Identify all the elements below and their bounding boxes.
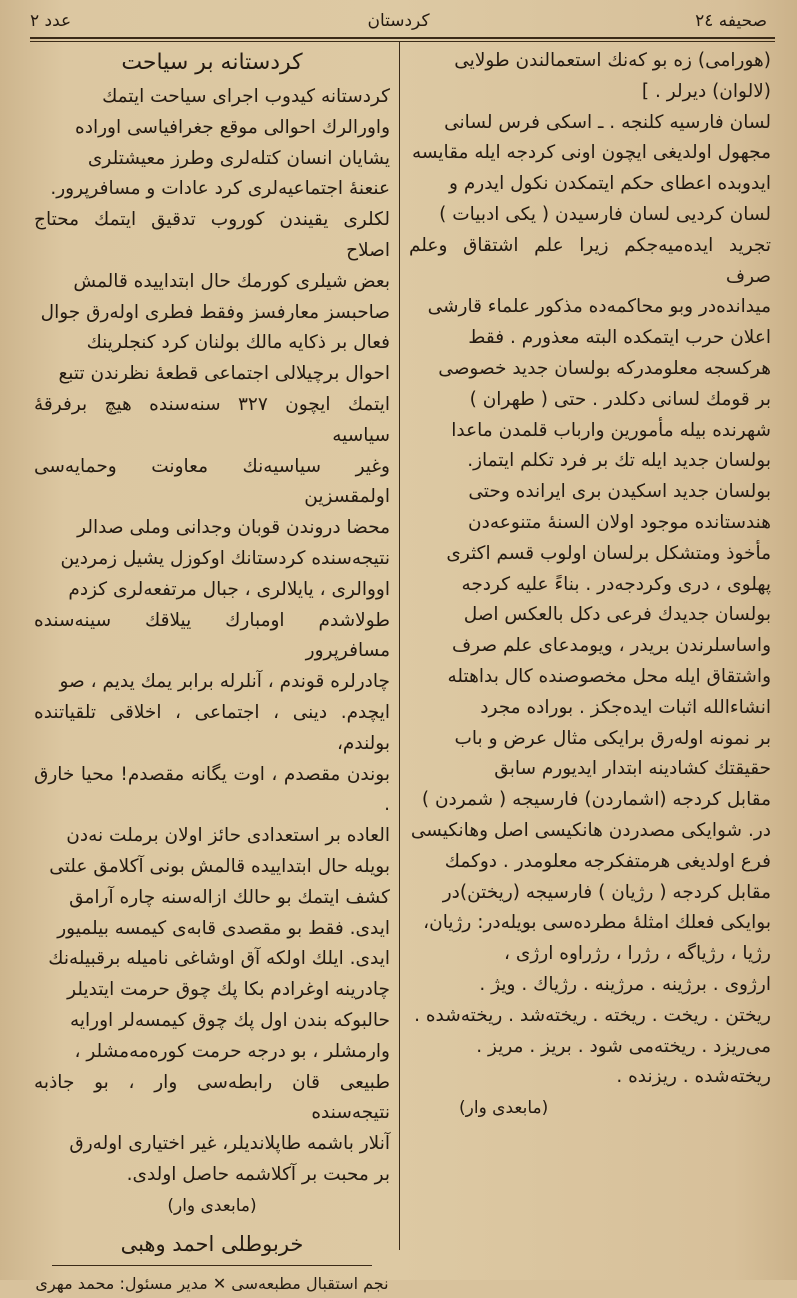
text-line: ارژوی . برژینه . مرژینه . رژیاك . ویژ . (479, 973, 771, 995)
text-line: عنعنهٔ اجتماعیه‌لری کرد عادات و مسافرپرور. (50, 178, 390, 200)
text-line: واورالرك احوالی موقع جغرافیاسی اوراده (75, 116, 390, 138)
text-line: مجهول اولدیغی ایچون اونی کردجه ایله مقایسه (411, 142, 771, 164)
text-line: وارمشلر ، بو درجه حرمت کوره‌مه‌مشلر ، (74, 1040, 390, 1062)
text-line: محضا دروندن قوبان وجدانی وملی صدالر (77, 517, 390, 539)
text-line: هرکسجه معلومدرکه بولسان جدید خصوصی (438, 357, 771, 379)
left-column (34, 46, 390, 1298)
text-line: بویله حال ابتداییده قالمش بونی آکلامق علتی (49, 855, 390, 877)
right-column-continued-note: (مابعدی وار) (459, 1098, 549, 1119)
column-divider (399, 42, 400, 1250)
text-line: بوایکی فعلك امثلهٔ مطرده‌سی بویله‌در: رژیان، (423, 912, 771, 934)
text-line: می‌ریزد . ریخته‌می شود . بریز . مریز . (476, 1035, 771, 1057)
header-rule-thin (30, 41, 775, 42)
right-column-body (409, 46, 771, 1093)
text-line: اووالری ، یایلالری ، جبال مرتفعه‌لری کزدم (68, 578, 390, 600)
text-line: مقابل کردجه (اشماردن) فارسیجه ( شمردن ) (421, 789, 771, 811)
text-line: واساسلرندن بریدر ، ویومدعای علم صرف (452, 635, 771, 657)
text-line: پهلوی ، دری وکردجه‌در . بناءً علیه کردجه (461, 573, 771, 595)
text-line: بعض شیلری کورمك حال ابتداییده قالمش (73, 270, 390, 292)
text-line: رژیا ، رژیاگه ، رژرا ، رژراوه ارژی ، (504, 943, 771, 965)
text-line: ایدی. فقط بو مقصدی قابه‌ی کیمسه بیلمیور (57, 917, 390, 939)
text-line: در. شوایکی مصدردن هانکیسی اصل وهانکیسی (410, 819, 771, 841)
text-line: بولسان جدید ایله تك بر فرد تکلم ایتماز. (467, 450, 771, 472)
text-line: کشف ایتمك بو حالك ازاله‌سنه چاره آرامق (69, 886, 390, 908)
text-line: بولسان جدیدك فرعی دکل بالعکس اصل (463, 604, 771, 626)
left-column-body (34, 82, 390, 1191)
text-line: ایتمك ایچون ۳۲۷ سنه‌سنده هیچ برفرقهٔ سیاسیه (34, 393, 390, 446)
text-line: اعلان حرب ایتمکده البته معذورم . فقط (468, 327, 771, 349)
text-line: کردستانه کیدوب اجرای سیاحت ایتمك (102, 86, 390, 107)
text-line: طبیعی قان رابطه‌سی وار ، بو جاذبه نتیجه‌سنده (34, 1071, 390, 1124)
text-line: انشاءالله اثبات ایده‌جکز . بوراده مجرد (480, 696, 771, 718)
text-line: بر نمونه اوله‌رق برایکی مثال عرض و باب (454, 727, 771, 749)
text-line: چادرلره قوندم ، آنلرله برابر یمك یدیم ، صو (59, 671, 390, 693)
text-line: لسان فارسیه کلنجه . ـ اسکی فرس لسانی (444, 111, 771, 133)
issue-number-label: عدد ۲ (30, 11, 72, 31)
printing-imprint: نجم استقبال مطبعه‌سی ✕ مدیر مسئول: محمد مهری (35, 1274, 389, 1294)
page-header (30, 6, 767, 36)
text-line: (لالوان) دیرلر . ] (641, 80, 771, 102)
text-line: طولاشدم اومبارك ییلاقك سینه‌سنده مسافرپرور (34, 609, 390, 662)
text-line: واشتقاق ایله محل مخصوصنده کال بداهتله (447, 665, 771, 687)
text-line: آنلار باشمه طاپلاندیلر، غیر اختیاری اوله‌رق (69, 1133, 390, 1155)
text-line: ایدوبده اعطای حکم ایتمکدن نکول ایدرم و (449, 173, 771, 195)
text-line: چادرینه اوغرادم بکا پك چوق حرمت ایتدیلر (67, 979, 390, 1001)
text-line: حقیقتك کشادینه ابتدار ایدیورم سابق (494, 758, 771, 780)
text-line: ایدی. ایلك اولکه آق اوشاغی نامیله برقبیله‌نك (48, 948, 390, 970)
text-line: بوندن مقصدم ، اوت یگانه مقصدم! محیا خارق . (34, 763, 390, 816)
article-title: کردستانه بر سیاحت (121, 50, 303, 75)
text-line: شهرنده بیله مأمورین وارباب قلمدن ماعدا (451, 419, 771, 441)
text-line: حالبوکه بندن اول پك چوق کیمسه‌لر اورایه (69, 1009, 390, 1031)
text-line: نتیجه‌سنده کردستانك اوکوزل یشیل زمردین (60, 547, 390, 569)
text-line: (هورامی) زه بو که‌نك استعمالندن طولایی (454, 50, 771, 71)
text-line: ریختن . ریخت . ریخته . ریخته‌شد . ریخته‌شده . (414, 1004, 771, 1026)
text-line: ریخته‌شده . ریزنده . (616, 1066, 771, 1088)
text-line: یشایان انسان کتله‌لری وطرز معیشتلری (87, 147, 390, 169)
left-column-continued-note: (مابعدی وار) (167, 1195, 257, 1216)
text-line: مقابل کردجه ( رژیان ) فارسیجه (ریختن)در (442, 881, 771, 903)
newspaper-name: کردستان (367, 11, 430, 31)
text-line: بر قومك لسانی دکلدر . حتی ( طهران ) (469, 388, 771, 410)
text-line: العاده بر استعدادی حائز اولان برملت نه‌دن (66, 825, 390, 847)
text-line: بولسان جدید اسکیدن بری ایرانده وحتی (468, 481, 771, 503)
right-column (409, 46, 771, 1124)
text-line: فعال بر ذکایه مالك بولنان کرد کنجلرینك (86, 332, 390, 354)
text-line: بر محبت بر آکلاشمه حاصل اولدی. (126, 1163, 390, 1185)
text-line: فرع اولدیغی هرمتفکرجه معلومدر . دوکمك (444, 850, 771, 872)
text-line: لسان کردیی لسان فارسیدن ( یکی ادبیات ) (439, 203, 771, 225)
text-line: هندستانده موجود اولان السنهٔ متنوعه‌دن (468, 511, 771, 533)
author-rule (52, 1265, 372, 1266)
article-author: خربوطلی احمد وهبی (120, 1232, 304, 1257)
text-line: تجرید ایده‌میه‌جکم زیرا علم اشتقاق وعلم صرف (409, 234, 771, 287)
text-line: میدانده‌در وبو محاکمه‌ده مذکور علماء قارشی (427, 296, 771, 318)
text-line: ایچدم. دینی ، اجتماعی ، اخلاقی تلقیاتنده بولندم، (34, 701, 390, 754)
text-line: احوال برچیلالی اجتماعی قطعهٔ نظرندن تتبع (58, 363, 390, 385)
text-line: مأخوذ ومتشکل برلسان اولوب قسم اکثری (446, 542, 771, 564)
text-line: وغیر سیاسیه‌نك معاونت وحمایه‌سی اولمقسزین (34, 455, 390, 508)
text-line: لکلری یقیندن کوروب تدقیق ایتمك محتاج اصلاح (34, 209, 390, 261)
header-rule (30, 37, 775, 39)
page-number-label: صحیفه ۲٤ (695, 11, 767, 31)
text-line: صاحبسز معارفسز وفقط فطری اوله‌رق جوال (40, 301, 390, 323)
